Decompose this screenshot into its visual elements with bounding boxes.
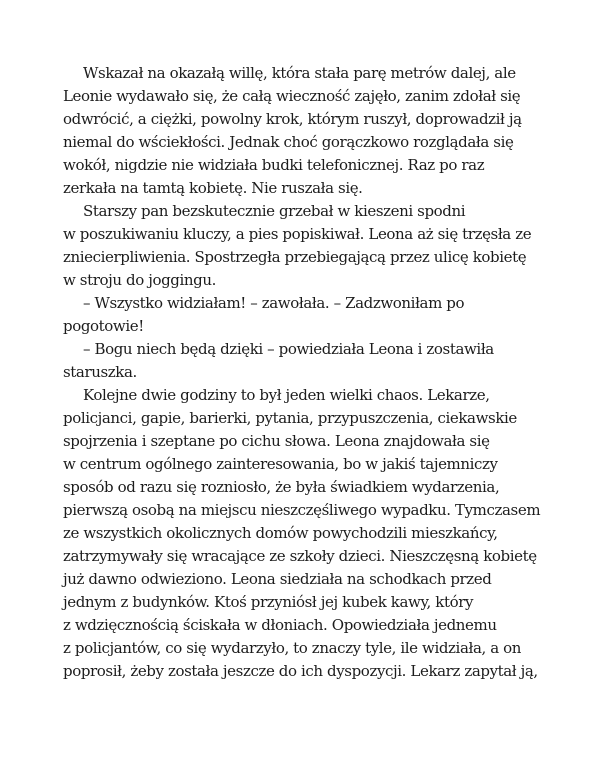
text-line: Wskazał na okazałą willę, która stała parę metrów dalej, ale bbox=[83, 64, 516, 82]
text-line: poprosił, żeby została jeszcze do ich dyspozycji. Lekarz zapytał ją, bbox=[63, 662, 538, 680]
text-line: – Wszystko widziałam! – zawołała. – Zadzwoniłam po bbox=[83, 294, 465, 312]
text-line: staruszka. bbox=[63, 363, 137, 381]
text-line: niemal do wściekłości. Jednak choć gorączkowo rozglądała się bbox=[63, 133, 514, 151]
text-line: Kolejne dwie godziny to był jeden wielki chaos. Lekarze, bbox=[83, 386, 490, 404]
paragraph bbox=[63, 338, 563, 384]
text-line: wokół, nigdzie nie widziała budki telefonicznej. Raz po raz bbox=[63, 156, 485, 174]
text-line: odwrócić, a ciężki, powolny krok, którym ruszył, doprowadził ją bbox=[63, 110, 522, 128]
paragraph bbox=[63, 292, 563, 338]
text-line: sposób od razu się rozniosło, że była świadkiem wydarzenia, bbox=[63, 478, 500, 496]
text-line: policjanci, gapie, barierki, pytania, przypuszczenia, ciekawskie bbox=[63, 409, 517, 427]
text-line: Leonie wydawało się, że całą wieczność zajęło, zanim zdołał się bbox=[63, 87, 521, 105]
text-line: z policjantów, co się wydarzyło, to znaczy tyle, ile widziała, a on bbox=[63, 639, 522, 657]
text-line: spojrzenia i szeptane po cichu słowa. Leona znajdowała się bbox=[63, 432, 490, 450]
text-line: z wdzięcznością ściskała w dłoniach. Opowiedziała jednemu bbox=[63, 616, 497, 634]
text-line: w stroju do joggingu. bbox=[63, 271, 216, 289]
text-line: zniecierpliwienia. Spostrzegła przebiegającą przez ulicę kobietę bbox=[63, 248, 527, 266]
text-line: Starszy pan bezskutecznie grzebał w kieszeni spodni bbox=[83, 202, 466, 220]
text-line: ze wszystkich okolicznych domów powychodzili mieszkańcy, bbox=[63, 524, 498, 542]
text-line: w centrum ogólnego zainteresowania, bo w jakiś tajemniczy bbox=[63, 455, 498, 473]
text-line: w poszukiwaniu kluczy, a pies popiskiwał. Leona aż się trzęsła ze bbox=[63, 225, 532, 243]
text-line: zerkała na tamtą kobietę. Nie ruszała się. bbox=[63, 179, 363, 197]
text-line: pierwszą osobą na miejscu nieszczęśliwego wypadku. Tymczasem bbox=[63, 501, 541, 519]
text-line: jednym z budynków. Ktoś przyniósł jej kubek kawy, który bbox=[63, 593, 474, 611]
paragraph bbox=[63, 384, 563, 683]
text-line: – Bogu niech będą dzięki – powiedziała Leona i zostawiła bbox=[83, 340, 494, 358]
paragraph bbox=[63, 200, 563, 292]
paragraph bbox=[63, 62, 563, 200]
text-line: pogotowie! bbox=[63, 317, 144, 335]
text-line: zatrzymywały się wracające ze szkoły dzieci. Nieszczęsną kobietę bbox=[63, 547, 537, 565]
book-page bbox=[63, 62, 563, 683]
text-line: już dawno odwieziono. Leona siedziała na schodkach przed bbox=[63, 570, 492, 588]
